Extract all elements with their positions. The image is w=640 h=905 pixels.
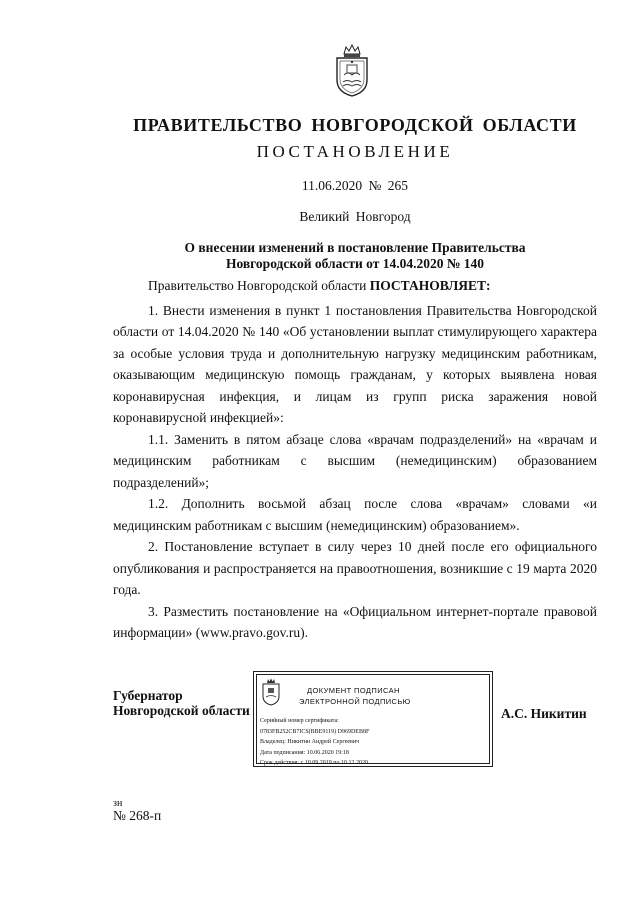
- paragraph-3: 3. Разместить постановление на «Официальном интернет-портале правовой информации» (www.pravo.gov.ru).: [113, 603, 597, 640]
- stamp-detail-line: Серийный номер сертификата:: [260, 718, 339, 724]
- document-footer: [113, 799, 161, 823]
- paragraph-1-2: 1.2. Дополнить восьмой абзац после слова «врачам» словами «и медицинским работникам с высшим (немедицинским) образованием».: [113, 496, 597, 533]
- intro-text: Правительство Новгородской области: [148, 278, 370, 293]
- document-date-number: 11.06.2020 № 265: [301, 178, 409, 193]
- intro-decree-word: ПОСТАНОВЛЯЕТ:: [369, 278, 491, 293]
- subject-line-2: Новгородской области от 14.04.2020 № 140: [225, 256, 485, 271]
- document-body: [113, 275, 597, 644]
- subject-line-1: О внесении изменений в постановление Правительства: [184, 240, 526, 255]
- signatory-position: [113, 688, 250, 718]
- document-type: ПОСТАНОВЛЕНИЕ: [256, 142, 454, 161]
- footer-number: № 268-п: [113, 808, 162, 823]
- stamp-heading-2: ЭЛЕКТРОННОЙ ПОДПИСЬЮ: [299, 697, 411, 706]
- position-line-1: Губернатор: [113, 688, 183, 703]
- electronic-signature-stamp: [253, 671, 493, 767]
- signer-name: А.С. Никитин: [501, 706, 587, 721]
- stamp-detail-line: Дата подписания: 10.06.2020 19:18: [260, 749, 349, 756]
- stamp-detail-line: 0783FB252CB7ICS(BBE9119) D969DEB8F: [260, 728, 370, 735]
- paragraph-1: 1. Внести изменения в пункт 1 постановления Правительства Новгородской области от 14.04.2020 № 140 «Об установлении выплат стимулирующего характера за особые условия труда и дополнительную нагрузку медицинским работникам, оказывающим медицинскую помощь гражданам, у которых выявлена новая коронавирусная инфекция, и лицам из групп риска заражения новой коронавирусной инфекцией»:: [113, 302, 597, 425]
- stamp-heading-1: ДОКУМЕНТ ПОДПИСАН: [307, 686, 400, 695]
- stamp-details: [260, 716, 490, 769]
- document-city: Великий Новгород: [299, 209, 411, 224]
- stamp-emblem-icon: [261, 678, 281, 706]
- paragraph-2: 2. Постановление вступает в силу через 10 дней после его официального опубликования и распространяется на правоотношения, возникшие с 19 марта 2020 года.: [113, 539, 597, 597]
- footer-code: зн: [113, 798, 123, 809]
- paragraph-1-1: 1.1. Заменить в пятом абзаце слова «врачам подразделений» на «врачам и медицинским работникам с высшим (немедицинским) образованием подразделений»;: [113, 431, 597, 490]
- stamp-detail-line: Владелец: Никитин Андрей Сергеевич: [260, 739, 360, 745]
- document-subject: [0, 240, 640, 272]
- government-title: ПРАВИТЕЛЬСТВО НОВГОРОДСКОЙ ОБЛАСТИ: [133, 115, 577, 135]
- position-line-2: Новгородской области: [113, 703, 250, 718]
- intro-paragraph: [113, 275, 597, 297]
- novgorod-coat-of-arms-icon: [332, 44, 372, 98]
- stamp-frame: [256, 674, 490, 764]
- stamp-detail-line: Срок действия: с 10.09.2019 по 10.12.2020: [260, 760, 368, 766]
